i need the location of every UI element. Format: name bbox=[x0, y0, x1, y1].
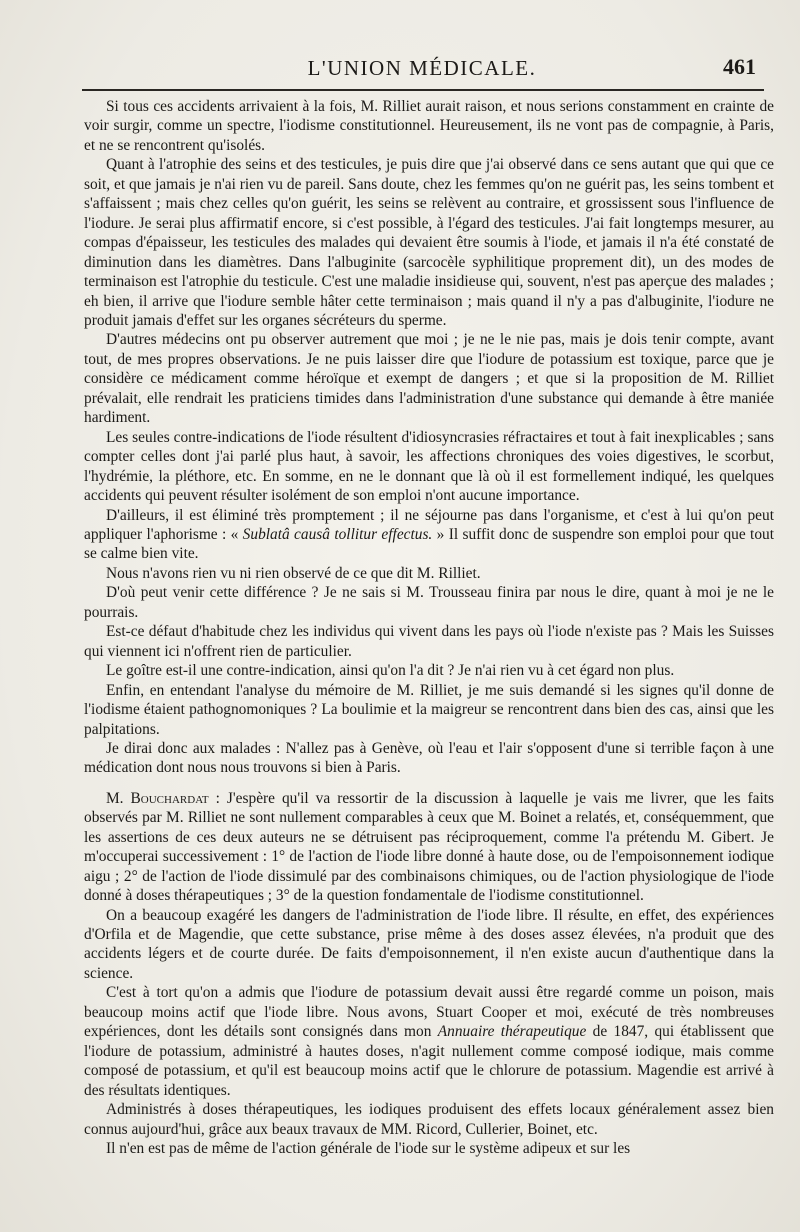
paragraph: Enfin, en entendant l'analyse du mémoire de M. Rilliet, je me suis demandé si les signes qu'il donne de l'iodisme étaient pathognomoniques ? La boulimie et la maigreur se rencontrent dans bien des cas, ainsi que les palpitations. bbox=[84, 681, 774, 738]
paragraph-text: C'est à tort qu'on a admis que l'iodure de potassium devait aussi être regardé comme un poison, mais beaucoup moins actif que l'iode libre. Nous avons, Stuart Cooper et moi, exécuté de très nombreuses expériences, dont les détails sont consignés dans mon bbox=[84, 984, 774, 1041]
paragraph: D'autres médecins ont pu observer autrement que moi ; je ne le nie pas, mais je dois tenir compte, avant tout, de mes propres observations. Je ne puis laisser dire que l'iodure de potassium est toxique, parce que je considère ce médicament comme héroïque et exempt de dangers ; et que si la proposition de M. Rilliet prévalait, elle rendrait les praticiens timides dans l'administration d'une substance qui demande à être maniée hardiment. bbox=[84, 331, 774, 427]
paragraph: Administrés à doses thérapeutiques, les iodiques produisent des effets locaux généralement assez bien connus aujourd'hui, grâce aux beaux travaux de MM. Ricord, Cullerier, Boinet, etc. bbox=[84, 1101, 774, 1138]
paragraph: Quant à l'atrophie des seins et des testicules, je puis dire que j'ai observé dans ce sens autant que qui que ce soit, et que jamais je n'ai rien vu de pareil. Sans doute, chez les femmes qu'on ne guérit pas, les seins tombent et s'affaissent ; mais chez celles qu'on guérit, les seins se relèvent au contraire, et grossissent sous l'influence de l'iodure. Je serai plus affirmatif encore, si c'est possible, à l'égard des testicules. J'ai fait longtemps mesurer, au compas d'épaisseur, les testicules des malades qui devaient être soumis à l'iode, et jamais il n'a été constaté de diminution dans les diamètres. Dans l'albuginite (sarcocèle syphilitique proprement dit), un des modes de terminaison est l'atrophie du testicule. C'est une maladie insidieuse qui, souvent, n'est pas aperçue des malades ; eh bien, il arrive que l'iodure semble hâter cette terminaison ; mais quand il n'y a pas d'albuginite, l'iodure ne produit jamais d'effet sur les organes sécréteurs du sperme. bbox=[84, 156, 774, 329]
paragraph: Il n'en est pas de même de l'action générale de l'iode sur le système adipeux et sur les bbox=[106, 1140, 631, 1158]
paragraph-text: : J'espère qu'il va ressortir de la discussion à laquelle je vais me livrer, que les faits observés par M. Rilliet ne sont nullement comparables à ceux que M. Boinet a relatés, et, conséquemment, que les assertions de ces deux auteurs ne se détruisent pas réciproquement, comme l'a prétendu M. Gibert. Je m'occuperai successivement : 1° de l'action de l'iode libre donné à haute dose, ou de l'empoisonnement iodique aigu ; 2° de l'action de l'iode dissimulé par des combinaisons chimiques, ou de l'action physiologique de l'iode donné à doses thérapeutiques ; 3° de la question fondamentale de l'iodisme constitutionnel. bbox=[84, 789, 774, 905]
paragraph bbox=[84, 983, 774, 1100]
paragraph-text: D'ailleurs, il est éliminé très promptement ; il ne séjourne pas dans l'organisme, et c'est à lui qu'on peut appliquer l'aphorisme : « bbox=[84, 506, 774, 543]
paragraph-text: » Il suffit donc de suspendre son emploi pour que tout se calme bien vite. bbox=[84, 525, 774, 563]
paragraph: Si tous ces accidents arrivaient à la fois, M. Rilliet aurait raison, et nous serions constamment en crainte de voir surgir, comme un spectre, l'iodisme constitutionnel. Heureusement, ils ne vont pas de compagnie, à Paris, et ne se rencontrent qu'isolés. bbox=[84, 98, 774, 154]
paragraph bbox=[84, 506, 774, 564]
speaker-paragraph bbox=[84, 789, 774, 906]
header-rule bbox=[82, 89, 764, 91]
running-title: L'UNION MÉDICALE. bbox=[307, 56, 537, 80]
paragraph: Les seules contre-indications de l'iode résultent d'idiosyncrasies réfractaires et tout à fait inexplicables ; sans compter celles dont j'ai parlé plus haut, à savoir, les affections chroniques des voies digestives, le scorbut, l'hydrémie, la pléthore, etc. En somme, en ne le donnant que là où il est formellement indiqué, les quelques accidents qui peuvent résulter isolément de son emploi n'ont aucune importance. bbox=[84, 428, 774, 505]
latin-aphorism: Sublatâ causâ tollitur effectus. bbox=[242, 525, 433, 543]
page-header bbox=[82, 52, 762, 82]
paragraph-text: de 1847, qui établissent que l'iodure de potassium, administré à hautes doses, n'agit nullement comme composé iodique, mais comme composé de potassium, et qu'il est beaucoup moins actif que le chlorure de potassium. Magendie est arrivé à des résultats identiques. bbox=[84, 1023, 775, 1099]
paragraph: Le goître est-il une contre-indication, ainsi qu'on l'a dit ? Je n'ai rien vu à cet égard non plus. bbox=[106, 662, 675, 680]
paragraph: Je dirai donc aux malades : N'allez pas à Genève, où l'eau et l'air s'opposent d'une si terrible façon à une médication dont nous nous trouvons si bien à Paris. bbox=[84, 739, 774, 777]
book-title: Annuaire thérapeutique bbox=[437, 1023, 587, 1041]
paragraph: Nous n'avons rien vu ni rien observé de ce que dit M. Rilliet. bbox=[106, 564, 481, 582]
page-number: 461 bbox=[723, 54, 756, 79]
paragraph: D'où peut venir cette différence ? Je ne sais si M. Trousseau finira par nous le dire, quant à moi je ne le pourrais. bbox=[84, 584, 774, 621]
body-text bbox=[84, 97, 774, 1158]
paragraph: Est-ce défaut d'habitude chez les individus qui vivent dans les pays où l'iode n'existe pas ? Mais les Suisses qui viennent ici n'offrent rien de particulier. bbox=[84, 623, 774, 660]
speaker-name: M. Bouchardat bbox=[106, 789, 209, 807]
paragraph: On a beaucoup exagéré les dangers de l'administration de l'iode libre. Il résulte, en effet, des expériences d'Orfila et de Magendie, que cette substance, prise même à des doses assez élevées, n'a produit que des accidents légers et de courte durée. De faits d'empoisonnement, il n'en existe aucun d'authentique dans la science. bbox=[84, 906, 774, 982]
